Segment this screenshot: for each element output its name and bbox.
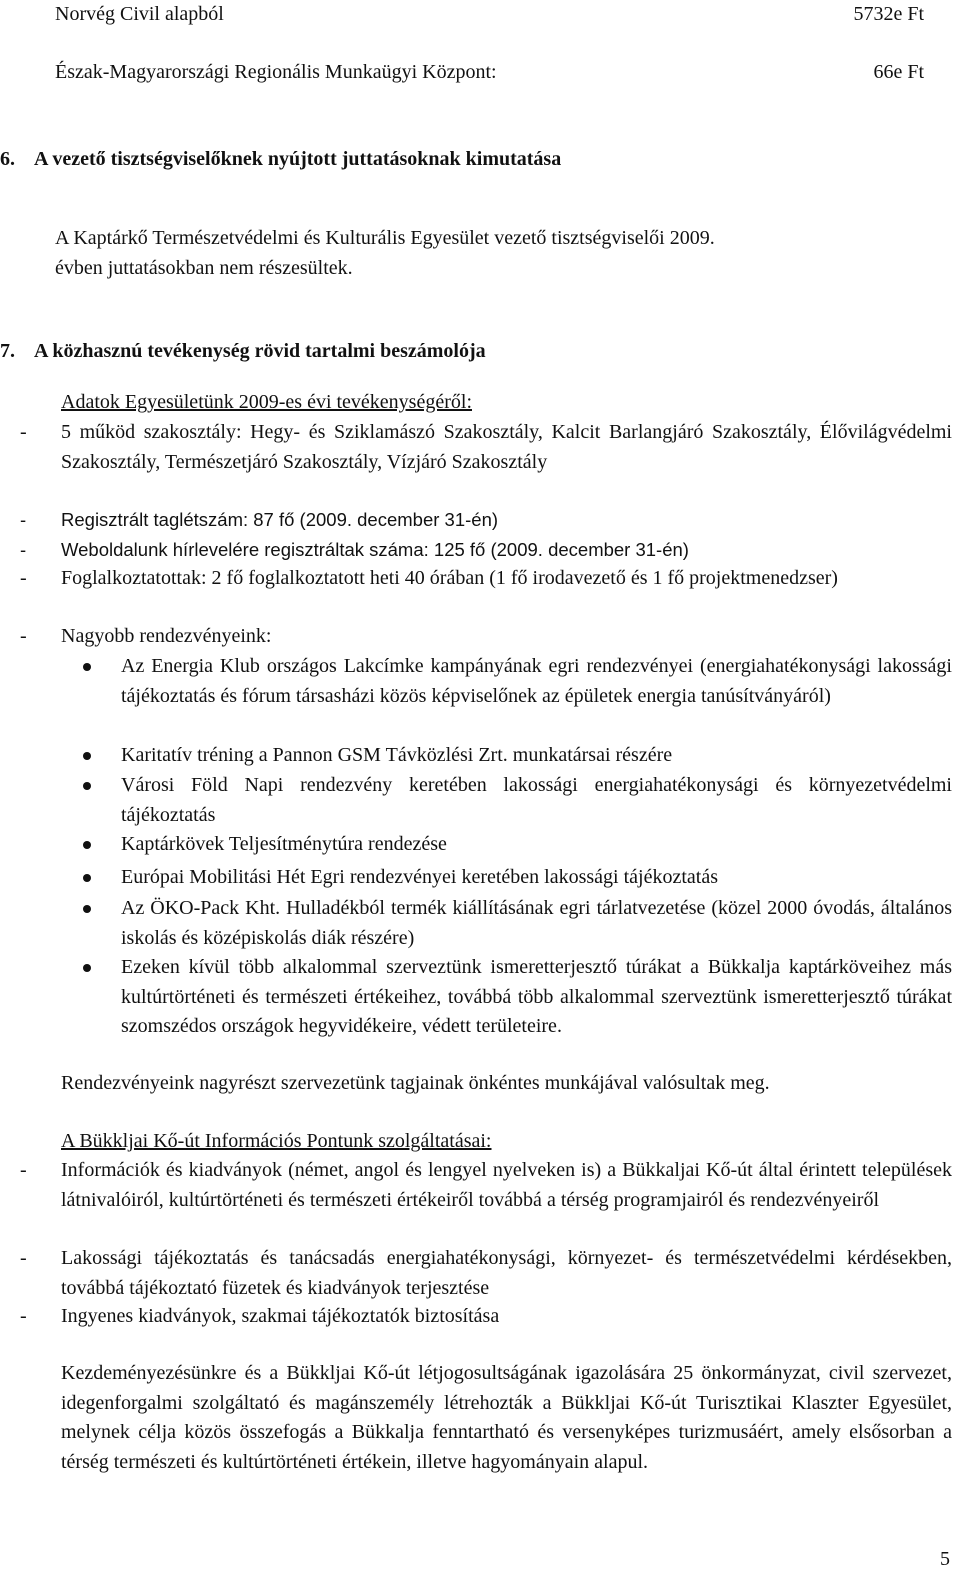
bullet-icon xyxy=(83,782,91,790)
event-item xyxy=(121,652,952,711)
list-item xyxy=(20,505,952,535)
event-item xyxy=(121,830,952,860)
event-text: Az Energia Klub országos Lakcímke kampányának egri rendezvényei (energiahatékonysági lakossági tájékoztatás és fórum társasházi közös képviselőnek az épületek energia tanúsítványáról) xyxy=(121,655,952,707)
event-text: Az ÖKO-Pack Kht. Hulladékból termék kiállításának egri tárlatvezetése (közel 2000 óvodás, általános iskolás és középiskolás diák részére) xyxy=(121,897,952,949)
event-item xyxy=(121,953,952,1042)
section-7-subtitle: Adatok Egyesületünk 2009-es évi tevékenységéről: xyxy=(61,391,472,413)
list-item-text: 5 működ szakosztály: Hegy- és Sziklamászó Szakosztály, Kalcit Barlangjáró Szakosztály, Élővilágvédelmi Szakosztály, Természetjáró Szakosztály, Vízjáró Szakosztály xyxy=(61,421,952,473)
income-amount: 5732e Ft xyxy=(853,3,924,25)
list-item xyxy=(20,622,952,652)
list-item-text: Weboldalunk hírlevelére regisztráltak száma: 125 fő (2009. december 31-én) xyxy=(61,539,689,560)
list-item-text: Foglalkoztatottak: 2 fő foglalkoztatott heti 40 órában (1 fő irodavezető és 1 fő projektmenedzser) xyxy=(61,567,838,589)
income-label: Észak-Magyarországi Regionális Munkaügyi Központ: xyxy=(55,61,497,83)
event-item xyxy=(121,771,952,830)
dash-marker: - xyxy=(20,421,27,443)
income-label: Norvég Civil alapból xyxy=(55,3,224,25)
event-text: Európai Mobilitási Hét Egri rendezvényei keretében lakossági tájékoztatás xyxy=(121,866,719,888)
bullet-icon xyxy=(83,663,91,671)
event-text: Ezeken kívül több alkalommal szerveztünk ismeretterjesztő túrákat a Bükkalja kaptárköveihez más kultúrtörténeti és természeti értékeihez, továbbá több alkalommal szerveztünk ismeretterjesztő túrákat szomszédos országok hegyvidékeire, védett területeire. xyxy=(121,956,952,1037)
dash-marker: - xyxy=(20,567,27,589)
dash-marker: - xyxy=(20,1159,27,1181)
income-amount: 66e Ft xyxy=(873,61,924,83)
event-text: Kaptárkövek Teljesítménytúra rendezése xyxy=(121,833,447,855)
section-7-heading xyxy=(0,337,486,367)
bullet-icon xyxy=(83,905,91,913)
info-item-text: Lakossági tájékoztatás és tanácsadás energiahatékonysági, környezet- és természetvédelmi kérdésekben, továbbá tájékoztató füzetek és kiadványok terjesztése xyxy=(61,1247,952,1299)
dash-marker: - xyxy=(20,509,27,530)
closing-paragraph: Kezdeményezésünkre és a Bükkljai Kő-út létjogosultságának igazolására 25 önkormányzat, civil szervezet, idegenforgalmi szolgáltató és magánszemély létrehozták a Bükkljai Kő-út Turisztikai Klaszter Egyesület, melynek célja közös összefogás a Bükkalja fenntartható és versenyképes turizmusáért, amely elsősorban a térség természeti és kultúrtörténeti értékein, illetve hagyományain alapul. xyxy=(61,1362,952,1473)
event-text: Karitatív tréning a Pannon GSM Távközlési Zrt. munkatársai részére xyxy=(121,744,673,766)
section-title: A közhasznú tevékenység rövid tartalmi beszámolója xyxy=(34,340,486,362)
page-number: 5 xyxy=(940,1548,950,1570)
list-item xyxy=(20,418,952,477)
event-item xyxy=(121,894,952,953)
dash-marker: - xyxy=(20,539,27,560)
list-item-text: Nagyobb rendezvényeink: xyxy=(61,625,272,647)
section-6-heading xyxy=(0,145,561,175)
event-item xyxy=(121,741,952,771)
list-item xyxy=(20,564,952,594)
section-number: 6. xyxy=(0,148,15,170)
dash-marker: - xyxy=(20,1305,27,1327)
info-item xyxy=(20,1156,952,1215)
bullet-icon xyxy=(83,841,91,849)
info-item xyxy=(20,1302,952,1332)
income-row xyxy=(55,58,924,88)
section-6-body: A Kaptárkő Természetvédelmi és Kulturális Egyesület vezető tisztségviselői 2009. évben juttatásokban nem részesültek. xyxy=(55,227,715,279)
section-number: 7. xyxy=(0,340,15,362)
section-title: A vezető tisztségviselőknek nyújtott juttatásoknak kimutatása xyxy=(34,148,562,170)
income-row xyxy=(55,0,924,30)
info-item xyxy=(20,1244,952,1303)
bullet-icon xyxy=(83,752,91,760)
info-point-title: A Bükkljai Kő-út Információs Pontunk szolgáltatásai: xyxy=(61,1130,492,1152)
event-text: Városi Föld Napi rendezvény keretében lakossági energiahatékonysági és környezetvédelmi tájékoztatás xyxy=(121,774,952,826)
dash-marker: - xyxy=(20,1247,27,1269)
dash-marker: - xyxy=(20,625,27,647)
info-item-text: Információk és kiadványok (német, angol és lengyel nyelveken is) a Bükkaljai Kő-út által érintett települések látnivalóiról, kultúrtörténeti és természeti értékeiről továbbá a térség programjairól és rendezvényeiről xyxy=(61,1159,952,1211)
bullet-icon xyxy=(83,874,91,882)
info-item-text: Ingyenes kiadványok, szakmai tájékoztatók biztosítása xyxy=(61,1305,500,1327)
list-item-text: Regisztrált taglétszám: 87 fő (2009. december 31-én) xyxy=(61,509,499,530)
list-item xyxy=(20,535,952,565)
bullet-icon xyxy=(83,964,91,972)
events-note: Rendezvényeink nagyrészt szervezetünk tagjainak önkéntes munkájával valósultak meg. xyxy=(61,1072,770,1094)
event-item xyxy=(121,863,952,893)
